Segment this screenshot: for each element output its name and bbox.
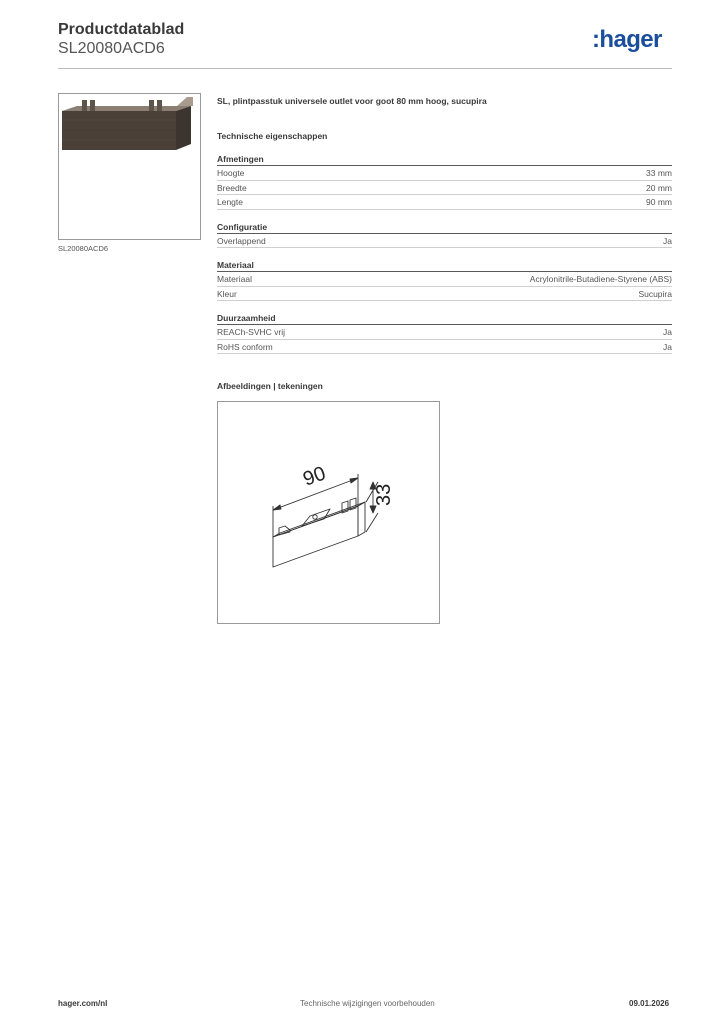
specifications-column (217, 96, 672, 366)
spec-label: Kleur (217, 288, 237, 299)
spec-row (217, 195, 672, 210)
spec-label: Materiaal (217, 274, 252, 284)
spec-label: Hoogte (217, 168, 245, 178)
spec-label: REACh-SVHC vrij (217, 327, 286, 337)
spec-label: Overlappend (217, 235, 266, 246)
spec-row (217, 181, 672, 196)
technical-drawing (217, 401, 440, 624)
spec-row (217, 340, 672, 355)
dimension-height-label: 33 (373, 483, 395, 506)
spec-group-sustainability (217, 313, 672, 354)
tech-heading: Technische eigenschappen (217, 131, 328, 141)
spec-row (217, 272, 672, 287)
spec-row (217, 166, 672, 181)
product-description: SL, plintpasstuk universele outlet voor goot 80 mm hoog, sucupira (217, 96, 487, 106)
spec-label: Lengte (217, 197, 243, 207)
spec-label: RoHS conform (217, 341, 273, 352)
spec-group-configuration (217, 222, 672, 249)
spec-group-title: Afmetingen (217, 154, 672, 166)
spec-group-material (217, 260, 672, 301)
product-photo-icon (59, 94, 200, 239)
spec-value: Ja (663, 341, 672, 352)
spec-group-title: Materiaal (217, 260, 672, 272)
spec-group-dimensions (217, 154, 672, 210)
dimension-drawing-icon (218, 402, 439, 623)
spec-value: Ja (663, 327, 672, 337)
footer-disclaimer: Technische wijzigingen voorbehouden (300, 999, 435, 1008)
spec-value: 20 mm (646, 182, 672, 193)
footer-date: 09.01.2026 (629, 999, 670, 1008)
spec-value: Sucupira (638, 288, 672, 299)
hager-logo: :hager (592, 26, 662, 53)
product-code-heading: SL20080ACD6 (58, 40, 165, 57)
spec-value: 90 mm (646, 197, 672, 207)
spec-group-title: Configuratie (217, 222, 672, 234)
dimension-length-label: 90 (300, 462, 329, 491)
spec-label: Breedte (217, 182, 247, 193)
spec-row (217, 287, 672, 302)
page-title: Productdatablad (58, 21, 185, 38)
spec-value: 33 mm (646, 168, 672, 178)
spec-row (217, 234, 672, 249)
product-image-caption: SL20080ACD6 (58, 244, 109, 253)
header-divider (58, 68, 672, 69)
spec-group-title: Duurzaamheid (217, 313, 672, 325)
images-heading: Afbeeldingen | tekeningen (217, 381, 323, 391)
spec-value: Acrylonitrile-Butadiene-Styrene (ABS) (529, 274, 672, 284)
spec-value: Ja (663, 235, 672, 246)
spec-row (217, 325, 672, 340)
product-image (58, 93, 201, 240)
footer-website-link[interactable]: hager.com/nl (58, 999, 108, 1008)
